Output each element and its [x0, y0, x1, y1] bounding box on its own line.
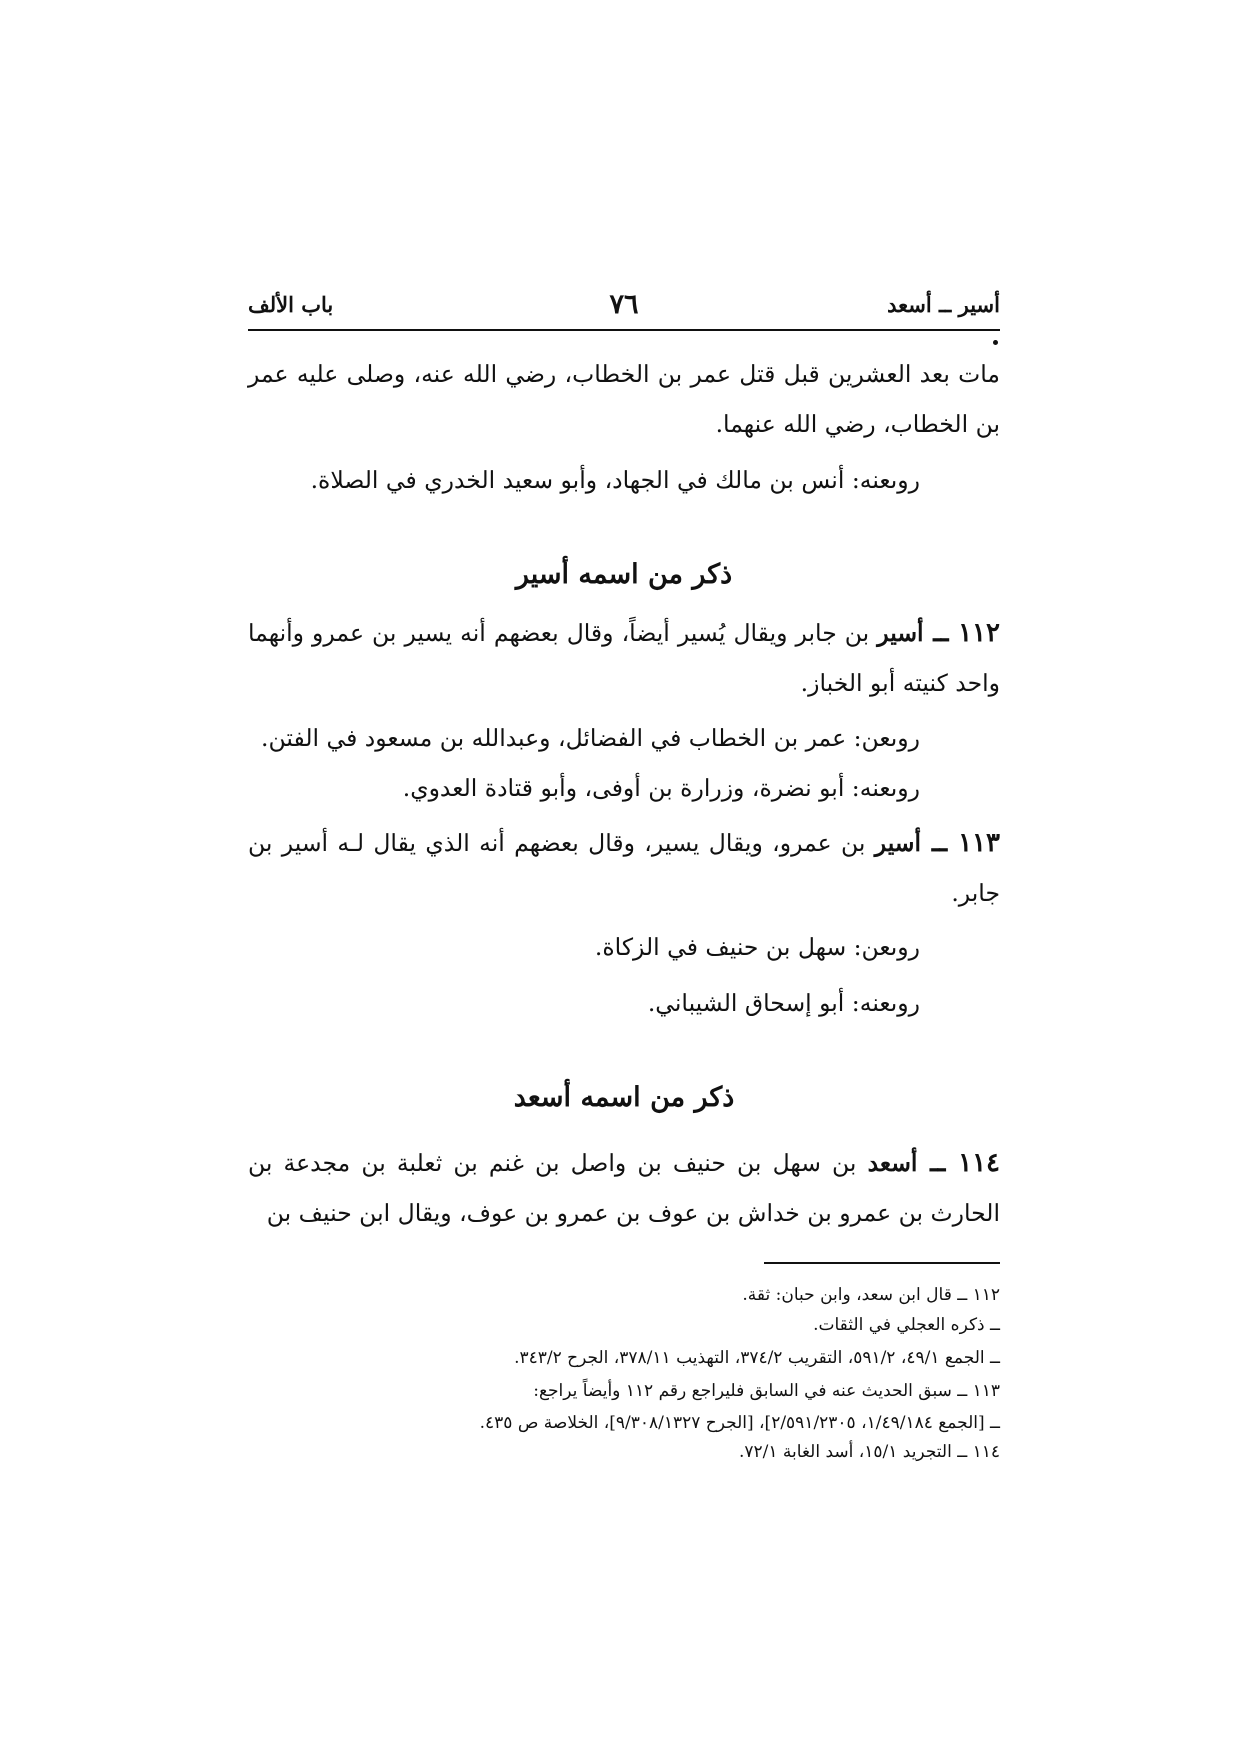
- entry-number: ١١٣: [958, 828, 1000, 858]
- running-header-chapter: باب الألف: [248, 292, 334, 317]
- entry-name: أسعد: [867, 1149, 918, 1177]
- entry-text: بن عمرو، ويقال يسير، وقال بعضهم أنه الذي يقال لـه أسير بن جابر.: [248, 829, 1000, 907]
- book-page: [248, 0, 1000, 1754]
- footnote-line: ١١٣ ــ سبق الحديث عنه في السابق فليراجع رقم ١١٢ وأيضاً يراجع:: [533, 1381, 1000, 1401]
- entry-112: [248, 608, 1000, 708]
- dot-mark: [993, 340, 998, 345]
- paragraph-narrators-from: روىعنه: أبو نضرة، وزرارة بن أوفى، وأبو قتادة العدوي.: [402, 774, 920, 802]
- entry-number: ١١٢: [958, 618, 1000, 648]
- entry-name: أسير: [874, 829, 922, 857]
- footnote-line: ــ الجمع ٤٩/١، ٥٩١/٢، التقريب ٣٧٤/٢، التهذيب ٣٧٨/١١، الجرح ٣٤٣/٢.: [514, 1348, 1000, 1368]
- entry-name: أسير: [877, 619, 924, 647]
- entry-114: [248, 1138, 1000, 1238]
- page-number: ٧٦: [609, 289, 639, 320]
- section-heading-asad: ذكر من اسمه أسعد: [513, 1082, 735, 1113]
- footnote-line: ١١٢ ــ قال ابن سعد، وابن حبان: ثقة.: [742, 1285, 1000, 1305]
- footnote-line: ــ [الجمع ١/٤٩/١٨٤، ٢/٥٩١/٢٣٠٥]، [الجرح ٩/٣٠٨/١٣٢٧]، الخلاصة ص ٤٣٥.: [479, 1413, 1000, 1433]
- paragraph-narrators-from: روىعنه: أبو إسحاق الشيباني.: [647, 989, 920, 1017]
- running-header: [248, 290, 1000, 330]
- entry-dash: ــ: [921, 828, 959, 858]
- footnote-rule: [764, 1262, 1000, 1264]
- entry-text: بن سهل بن حنيف بن واصل بن غنم بن ثعلبة بن مجدعة بن الحارث بن عمرو بن خداش بن عوف بن عمرو بن عوف، ويقال ابن حنيف بن: [248, 1149, 1000, 1227]
- entry-dash: ــ: [917, 1148, 959, 1178]
- paragraph-death-note: مات بعد العشرين قبل قتل عمر بن الخطاب، رضي الله عنه، وصلى عليه عمر بن الخطاب، رضي الله عنهما.: [248, 360, 1000, 438]
- section-heading-usayr: ذكر من اسمه أسير: [515, 559, 733, 590]
- entry-text: بن جابر ويقال يُسير أيضاً، وقال بعضهم أنه يسير بن عمرو وأنهما واحد كنيته أبو الخباز.: [248, 619, 1000, 697]
- footnote-line: ــ ذكره العجلي في الثقات.: [813, 1315, 1000, 1335]
- running-header-entry-range: أسير ــ أسعد: [887, 292, 1000, 317]
- header-rule: [248, 329, 1000, 331]
- entry-number: ١١٤: [958, 1148, 1001, 1178]
- entry-113: [248, 818, 1000, 918]
- footnote-line: ١١٤ ــ التجريد ١٥/١، أسد الغابة ٧٢/١.: [739, 1442, 1000, 1462]
- paragraph-narrators-from: روىعنه: أنس بن مالك في الجهاد، وأبو سعيد الخدري في الصلاة.: [310, 466, 920, 494]
- paragraph-narrated-from: روىعن: سهل بن حنيف في الزكاة.: [594, 933, 920, 961]
- entry-dash: ــ: [923, 618, 959, 648]
- paragraph-narrated-from: روىعن: عمر بن الخطاب في الفضائل، وعبدالله بن مسعود في الفتن.: [261, 724, 920, 752]
